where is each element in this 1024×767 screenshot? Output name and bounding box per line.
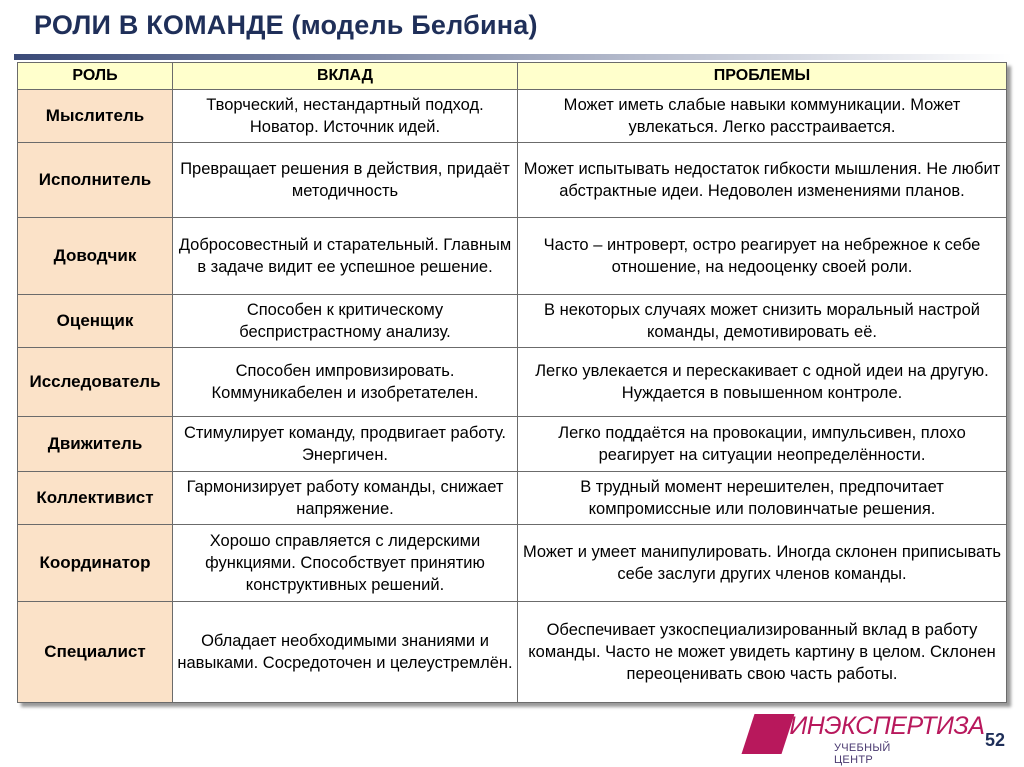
belbin-roles-table — [17, 62, 1007, 703]
problems-cell: Обеспечивает узкоспециализированный вклад в работу команды. Часто не может увидеть картину в целом. Склонен переоценивать свою часть работы. — [518, 602, 1007, 703]
problems-cell: Может испытывать недостаток гибкости мышления. Не любит абстрактные идеи. Недоволен изменениями планов. — [518, 143, 1007, 218]
title-underline — [14, 54, 1012, 60]
role-cell: Доводчик — [18, 218, 173, 295]
role-cell: Координатор — [18, 525, 173, 602]
contribution-cell: Добросовестный и старательный. Главным в задаче видит ее успешное решение. — [173, 218, 518, 295]
role-cell: Коллективист — [18, 472, 173, 525]
contribution-cell: Обладает необходимыми знаниями и навыками. Сосредоточен и целеустремлён. — [173, 602, 518, 703]
role-cell: Оценщик — [18, 295, 173, 348]
table-row — [18, 295, 1007, 348]
problems-cell: Может иметь слабые навыки коммуникации. Может увлекаться. Легко расстраивается. — [518, 90, 1007, 143]
role-cell: Исследователь — [18, 348, 173, 417]
contribution-cell: Хорошо справляется с лидерскими функциями. Способствует принятию конструктивных решений. — [173, 525, 518, 602]
problems-cell: Может и умеет манипулировать. Иногда склонен приписывать себе заслуги других членов команды. — [518, 525, 1007, 602]
table-row — [18, 525, 1007, 602]
contribution-cell: Стимулирует команду, продвигает работу. Энергичен. — [173, 417, 518, 472]
table-row — [18, 602, 1007, 703]
logo-subtitle: УЧЕБНЫЙ ЦЕНТР — [834, 742, 891, 766]
table-row — [18, 218, 1007, 295]
problems-cell: Легко увлекается и перескакивает с одной идеи на другую. Нуждается в повышенном контроле. — [518, 348, 1007, 417]
role-cell: Исполнитель — [18, 143, 173, 218]
finexpertiza-logo — [748, 712, 985, 766]
logo-brand: ФИНЭКСПЕРТИЗА — [770, 712, 985, 740]
column-header-problems: ПРОБЛЕМЫ — [518, 63, 1007, 90]
contribution-cell: Превращает решения в действия, придаёт методичность — [173, 143, 518, 218]
table-header-row — [18, 63, 1007, 90]
table-row — [18, 143, 1007, 218]
table-row — [18, 417, 1007, 472]
page-number: 52 — [985, 730, 1006, 750]
role-cell: Специалист — [18, 602, 173, 703]
column-header-contribution: ВКЛАД — [173, 63, 518, 90]
table-row — [18, 90, 1007, 143]
table-row — [18, 472, 1007, 525]
problems-cell: В некоторых случаях может снизить моральный настрой команды, демотивировать её. — [518, 295, 1007, 348]
column-header-role: РОЛЬ — [18, 63, 173, 90]
contribution-cell: Способен к критическому беспристрастному анализу. — [173, 295, 518, 348]
table-row — [18, 348, 1007, 417]
problems-cell: В трудный момент нерешителен, предпочитает компромиссные или половинчатые решения. — [518, 472, 1007, 525]
contribution-cell: Гармонизирует работу команды, снижает напряжение. — [173, 472, 518, 525]
problems-cell: Часто – интроверт, остро реагирует на небрежное к себе отношение, на недооценку своей роли. — [518, 218, 1007, 295]
page-title: РОЛИ В КОМАНДЕ (модель Белбина) — [34, 10, 538, 40]
role-cell: Мыслитель — [18, 90, 173, 143]
contribution-cell: Творческий, нестандартный подход. Новатор. Источник идей. — [173, 90, 518, 143]
problems-cell: Легко поддаётся на провокации, импульсивен, плохо реагирует на ситуации неопределённости. — [518, 417, 1007, 472]
role-cell: Движитель — [18, 417, 173, 472]
contribution-cell: Способен импровизировать. Коммуникабелен и изобретателен. — [173, 348, 518, 417]
